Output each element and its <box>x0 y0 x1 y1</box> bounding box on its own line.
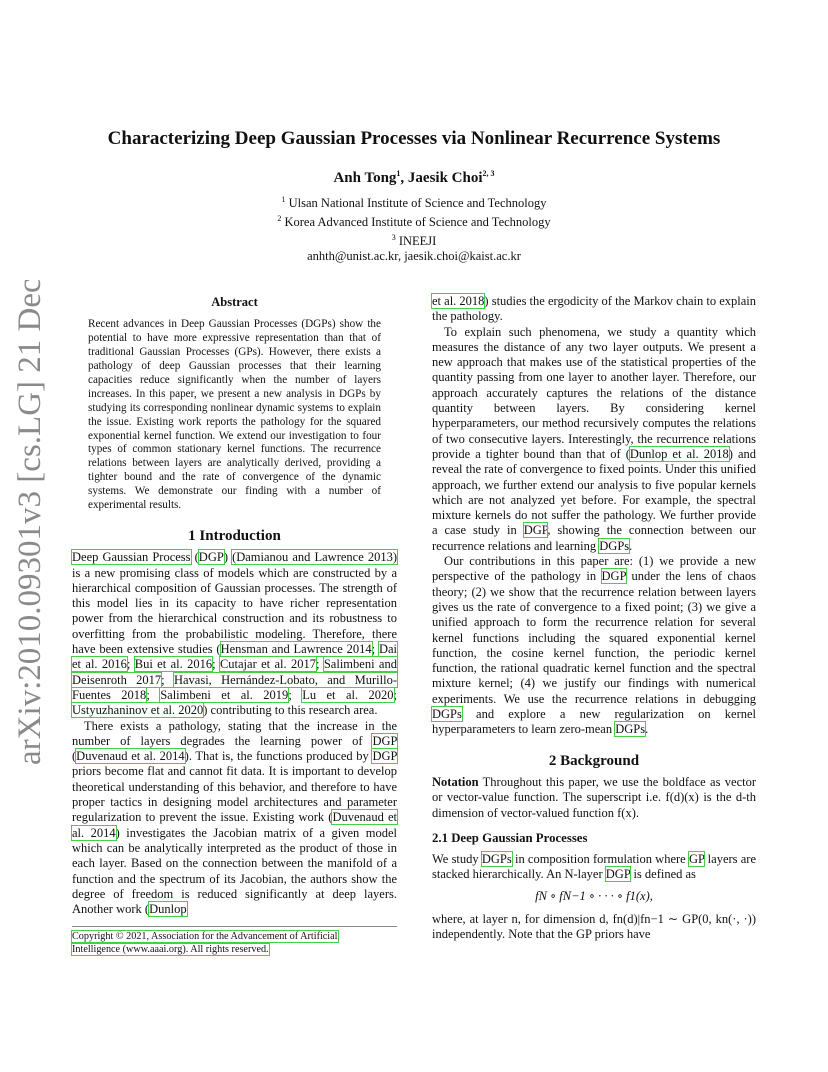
text-run: ) <box>223 550 233 565</box>
left-column <box>72 295 397 917</box>
citation-link[interactable]: DGPs <box>599 538 630 553</box>
citation-link[interactable]: (Damianou and Lawrence 2013) <box>232 550 398 565</box>
text-run: ; <box>126 657 135 672</box>
paragraph-contributions <box>432 554 756 738</box>
section-heading-background: 2 Background <box>548 752 640 769</box>
citation-link[interactable]: DGP <box>372 749 398 764</box>
text-run: ( <box>190 550 199 565</box>
copyright-notice <box>72 926 397 956</box>
text-run: ) and reveal the rate of convergence to fixed points. Under this unified approach, we further extend our analysis to five popular kernels which are not analyzed yet before. For example, the spectral mixture kernels do not suffer the pathology. We further provide a case study in <box>432 446 757 538</box>
text-run: There exists a pathology, stating that the increase in the number of layers degrades the learning power of <box>72 718 397 748</box>
citation-link[interactable]: et al. 2018 <box>432 294 485 308</box>
text-run: and explore a new regularization on kernel hyperparameters to learn zero-mean <box>432 707 756 737</box>
copyright-line[interactable]: Intelligence (www.aaai.org). All rights reserved. <box>72 944 269 955</box>
citation-link[interactable]: Dunlop <box>149 902 187 917</box>
citation-link[interactable]: Duvenaud et al. 2014 <box>76 749 185 764</box>
citation-link[interactable]: Salimbeni et al. 2019 <box>160 687 289 702</box>
author-affil-sup: 1 <box>396 169 401 178</box>
arxiv-stamp <box>10 280 50 770</box>
citation-link[interactable]: Cutajar et al. 2017 <box>219 657 317 672</box>
text-run: , showing the connection between our recurrence relations and learning <box>432 523 756 553</box>
citation-link[interactable]: Lu et al. 2020 <box>302 687 394 702</box>
notation-label: Notation <box>432 774 479 789</box>
citation-link[interactable]: DGP <box>523 523 548 538</box>
affiliation: $^2$ Korea Advanced Institute of Science and Technology <box>277 214 551 230</box>
author-affil-sup: 2, 3 <box>482 169 495 178</box>
text-run: ) studies the ergodicity of the Markov chain to explain the pathology. <box>432 294 756 324</box>
text-run: under the lens of chaos theory; (2) we show that the recurrence relation between layers gives us the rate of convergence to a fixed point; (3) we give a unified approach to form the recurrence relation for several kernel functions including the squared exponential kernel function, the cosine kernel function, the periodic kernel function, the rational quadratic kernel function and the spectral mixture kernel; (4) we justify our findings with numerical experiments. We use the recurrence relations in debugging <box>432 569 756 706</box>
citation-link[interactable]: DGP <box>605 867 631 882</box>
text-run: in composition formulation where <box>511 852 689 867</box>
paragraph-dgp-definition <box>432 852 756 883</box>
text-run: ; <box>161 672 174 687</box>
text-run: ; <box>316 657 324 672</box>
citation-link[interactable]: Salimbeni and Deisenroth 2017 <box>72 657 397 687</box>
text-run: priors become flat and cannot fit data. It is important to develop theoretical understanding of this behavior, and therefore to have proper tactics in designing model architectures and parameter regularization to prevent the issue. Existing work ( <box>72 764 397 825</box>
author-line <box>0 169 828 187</box>
copyright-line[interactable]: Copyright © 2021, Association for the Advancement of Artificial <box>72 931 338 942</box>
subsection-heading-dgp: 2.1 Deep Gaussian Processes <box>432 830 588 845</box>
author-name: Anh Tong <box>333 170 397 186</box>
intro-paragraph-2 <box>72 719 397 918</box>
text-run: We study <box>432 852 482 867</box>
text-run: ) investigates the Jacobian matrix of a given model which can be analytically interpreted as the product of those in each layer. Based on the connection between the manifold of a function and the spectrum of its Jacobian, the authors show the degree of freedom is reduced significantly at deep layers. Another work ( <box>72 825 397 917</box>
citation-link[interactable]: DGP <box>372 733 397 748</box>
text-run: . <box>629 538 633 553</box>
text-run: ). That is, the functions produced by <box>184 749 373 764</box>
citation-link[interactable]: DGP <box>601 569 627 584</box>
author-name: Jaesik Choi <box>407 170 483 186</box>
author-emails: anhth@unist.ac.kr, jaesik.choi@kaist.ac.kr <box>307 249 521 264</box>
text-run: Our contributions in this paper are: (1) we provide a new perspective of the pathology in <box>432 554 756 584</box>
citation-link[interactable]: DGP <box>198 550 224 565</box>
citation-link[interactable]: DGPs <box>432 707 462 722</box>
equation-composition: fN ∘ fN−1 ∘ · · · ∘ f1(x), <box>535 888 653 903</box>
citation-link[interactable]: Deep Gaussian Process <box>72 550 191 565</box>
citation-link[interactable]: Ustyuzhaninov et al. 2020 <box>72 703 204 718</box>
citation-link[interactable]: Dai et al. 2016 <box>72 642 397 672</box>
text-run: is a new promising class of models which are constructed by a hierarchical composition of Gaussian processes. The strength of this model lies in its capacity to have richer representation power from the hierarchical construction and its robustness to overfitting from the probabilistic modeling. Therefore, there have been extensive studies ( <box>72 565 397 657</box>
citation-link[interactable]: Dunlop et al. 2018 <box>629 446 729 461</box>
citation-link[interactable]: Havasi, Hernández-Lobato, and Murillo-Fuentes 2018 <box>72 672 397 702</box>
affiliations <box>0 192 828 264</box>
citation-link[interactable]: DGPs <box>481 852 512 867</box>
text-run: ( <box>72 749 77 764</box>
arxiv-stamp-text: arXiv:2010.09301v3 [cs.LG] 21 Dec 2020 <box>12 280 48 765</box>
citation-link[interactable]: Bui et al. 2016 <box>134 657 213 672</box>
text-run: ) contributing to this research area. <box>203 703 378 718</box>
paragraph-continuation <box>432 294 756 325</box>
paragraph-notation <box>432 775 756 821</box>
text-run: . <box>645 722 649 737</box>
paper-title: Characterizing Deep Gaussian Processes via Nonlinear Recurrence Systems <box>107 128 721 149</box>
text-run: To explain such phenomena, we study a quantity which measures the distance of any two layer outputs. We present a new approach that makes use of the statistical properties of the quantity passing from one layer to another layer. Therefore, our approach accurately captures the relations of the distance quantity between layers. By considering kernel hyperparameters, our method recursively computes the relations of two consecutive layers. Interestingly, the recurrence relations provide a tighter bound than that of ( <box>432 324 756 461</box>
intro-paragraph-1 <box>72 550 397 718</box>
paragraph-layer-prior: where, at layer n, for dimension d, fn(d)|fn−1 ∼ GP(0, kn(·, ·)) independently. Note that the GP priors have <box>432 911 756 942</box>
section-heading-introduction: 1 Introduction <box>188 527 281 544</box>
author-separator: , <box>400 170 408 186</box>
affiliation: $^1$ Ulsan National Institute of Science and Technology <box>281 195 547 211</box>
abstract-heading: Abstract <box>211 295 258 309</box>
paragraph-approach <box>432 325 756 554</box>
citation-link[interactable]: Hensman and Lawrence 2014 <box>220 642 372 657</box>
citation-link[interactable]: Duvenaud et al. 2014 <box>72 810 397 840</box>
text-run: ; <box>212 657 220 672</box>
text-run: ; <box>393 687 397 702</box>
affiliation: $^3$ INEEJI <box>391 233 437 249</box>
text-run: ; <box>146 687 161 702</box>
citation-link[interactable]: DGPs <box>615 722 646 737</box>
text-run: ; <box>371 642 379 657</box>
citation-link[interactable]: GP <box>688 852 705 867</box>
text-run: ; <box>288 687 303 702</box>
right-column <box>432 294 756 943</box>
abstract-body: Recent advances in Deep Gaussian Processes (DGPs) show the potential to have more expressive representation than that of traditional Gaussian Processes (GPs). However, there exists a pathology of deep Gaussian processes that their learning capacities reduce significantly when the number of layers increases. In this paper, we present a new analysis in DGPs by studying its corresponding nonlinear dynamic systems to explain the issue. Existing work reports the pathology for the squared exponential kernel function. We extend our investigation to four types of common stationary kernel functions. The recurrence relations between layers are analytically derived, providing a tighter bound and the rate of convergence of the dynamic systems. We demonstrate our finding with a number of experimental results. <box>88 318 381 512</box>
text-run: layers are stacked hierarchically. An N-layer <box>432 852 756 882</box>
notation-text: Throughout this paper, we use the boldface as vector or vector-value function. The superscript i.e. f(d)(x) is the d-th dimension of vector-valued function f(x). <box>432 774 756 820</box>
text-run: is defined as <box>630 867 696 882</box>
